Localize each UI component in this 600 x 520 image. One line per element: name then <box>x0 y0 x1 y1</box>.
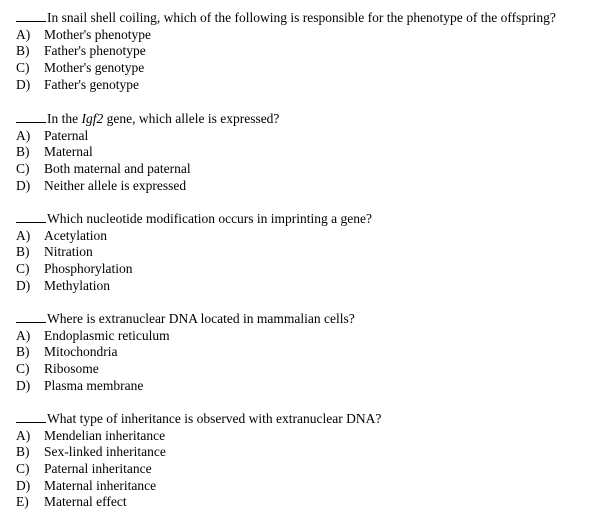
question-text: What type of inheritance is observed with extranuclear DNA? <box>47 411 382 426</box>
choice-text: Mendelian inheritance <box>44 427 166 443</box>
choice-letter: C) <box>16 261 30 277</box>
choice-text: Plasma membrane <box>44 377 144 393</box>
choice-letter: B) <box>16 344 30 360</box>
choice-a <box>16 428 600 445</box>
choice-text: Neither allele is expressed <box>44 177 187 193</box>
choice-b <box>16 444 600 461</box>
question-text: In snail shell coiling, which of the following is responsible for the phenotype of the offspring? <box>47 10 556 25</box>
choice-d <box>16 77 600 94</box>
question-text-pre: In the <box>47 111 82 126</box>
choice-a <box>16 128 600 145</box>
choice-letter: A) <box>16 26 31 42</box>
choice-letter: D) <box>16 477 31 493</box>
question-stem <box>16 9 600 27</box>
choice-letter: A) <box>16 427 31 443</box>
choice-text: Phosphorylation <box>44 261 133 277</box>
choice-letter: B) <box>16 43 30 59</box>
answer-blank[interactable] <box>16 110 46 123</box>
choice-a <box>16 328 600 345</box>
choice-d <box>16 378 600 395</box>
choice-c <box>16 361 600 378</box>
choice-text: Nitration <box>44 244 93 260</box>
question-1 <box>16 9 600 93</box>
question-text: Which nucleotide modification occurs in imprinting a gene? <box>47 211 373 226</box>
question-4 <box>16 310 600 394</box>
question-stem <box>16 110 600 128</box>
choice-text: Maternal effect <box>44 494 127 510</box>
choice-text: Mother's genotype <box>44 60 145 76</box>
gene-name: Igf2 <box>81 111 104 126</box>
choice-d <box>16 178 600 195</box>
choice-text: Father's phenotype <box>44 43 146 59</box>
choice-letter: C) <box>16 60 30 76</box>
choice-letter: A) <box>16 327 31 343</box>
choice-text: Mitochondria <box>44 344 118 360</box>
answer-blank[interactable] <box>16 9 46 22</box>
choice-b <box>16 144 600 161</box>
choice-b <box>16 244 600 261</box>
choice-letter: C) <box>16 161 30 177</box>
choice-text: Acetylation <box>44 227 107 243</box>
choice-text: Sex-linked inheritance <box>44 444 166 460</box>
choice-text: Paternal <box>44 127 89 143</box>
choice-letter: B) <box>16 244 30 260</box>
choice-text: Methylation <box>44 277 110 293</box>
choice-c <box>16 161 600 178</box>
question-stem <box>16 210 600 228</box>
choice-letter: B) <box>16 144 30 160</box>
choice-letter: E) <box>16 494 29 510</box>
choice-letter: D) <box>16 76 31 92</box>
answer-blank[interactable] <box>16 310 46 323</box>
choice-text: Endoplasmic reticulum <box>44 327 170 343</box>
question-text-post: gene, which allele is expressed? <box>103 111 280 126</box>
choice-text: Maternal inheritance <box>44 477 157 493</box>
choice-e <box>16 494 600 511</box>
choice-letter: A) <box>16 227 31 243</box>
choice-c <box>16 261 600 278</box>
choice-c <box>16 461 600 478</box>
question-2 <box>16 110 600 194</box>
choice-text: Mother's phenotype <box>44 26 152 42</box>
choice-letter: D) <box>16 177 31 193</box>
choice-letter: D) <box>16 377 31 393</box>
answer-blank[interactable] <box>16 210 46 223</box>
choice-d <box>16 278 600 295</box>
choice-text: Ribosome <box>44 361 99 377</box>
choice-text: Both maternal and paternal <box>44 161 191 177</box>
question-stem <box>16 310 600 328</box>
choice-b <box>16 43 600 60</box>
choice-d <box>16 478 600 495</box>
question-3 <box>16 210 600 294</box>
answer-blank[interactable] <box>16 410 46 423</box>
choice-letter: A) <box>16 127 31 143</box>
choice-letter: D) <box>16 277 31 293</box>
choice-letter: C) <box>16 461 30 477</box>
choice-a <box>16 228 600 245</box>
choice-text: Maternal <box>44 144 93 160</box>
question-text <box>46 111 279 126</box>
choice-text: Paternal inheritance <box>44 461 152 477</box>
choice-text: Father's genotype <box>44 76 140 92</box>
question-5 <box>16 410 600 511</box>
choice-b <box>16 344 600 361</box>
question-stem <box>16 410 600 428</box>
choice-letter: B) <box>16 444 30 460</box>
choice-c <box>16 60 600 77</box>
choice-a <box>16 27 600 44</box>
question-text: Where is extranuclear DNA located in mammalian cells? <box>47 311 355 326</box>
choice-letter: C) <box>16 361 30 377</box>
